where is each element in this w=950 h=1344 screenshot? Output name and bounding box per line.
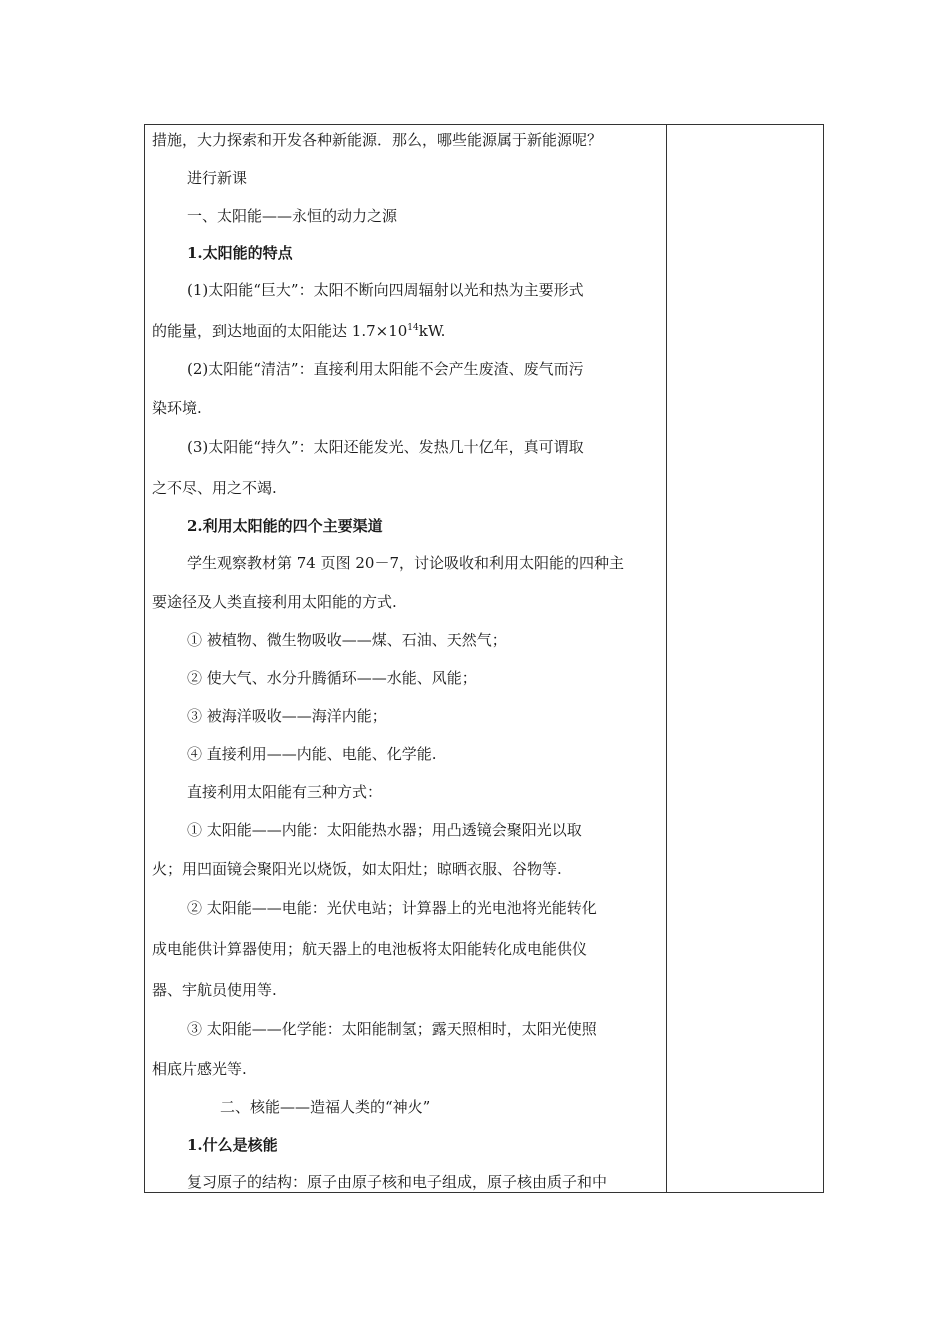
column-divider	[666, 124, 667, 1193]
text-line: (1)太阳能“巨大”：太阳不断向四周辐射以光和热为主要形式	[187, 281, 584, 299]
text-line: (3)太阳能“持久”：太阳还能发光、发热几十亿年，真可谓取	[187, 438, 584, 456]
text-line: 器、宇航员使用等.	[152, 981, 277, 999]
text-line: 直接利用太阳能有三种方式：	[187, 783, 383, 801]
text-fragment: kW.	[418, 322, 446, 340]
list-item: ① 太阳能——内能：太阳能热水器；用凸透镜会聚阳光以取	[187, 821, 582, 839]
list-item: ② 太阳能——电能：光伏电站；计算器上的光电池将光能转化	[187, 899, 597, 917]
list-item: ① 被植物、微生物吸收——煤、石油、天然气；	[187, 631, 507, 649]
section-heading: 一、太阳能——永恒的动力之源	[187, 207, 398, 225]
subsection-heading: 2.利用太阳能的四个主要渠道	[187, 517, 383, 535]
list-item: ③ 太阳能——化学能：太阳能制氢；露天照相时，太阳光使照	[187, 1020, 597, 1038]
text-line: 相底片感光等.	[152, 1060, 247, 1078]
text-line: 进行新课	[187, 169, 248, 187]
list-item: ④ 直接利用——内能、电能、化学能.	[187, 745, 437, 763]
list-item: ③ 被海洋吸收——海洋内能；	[187, 707, 387, 725]
text-line: 学生观察教材第 74 页图 20－7，讨论吸收和利用太阳能的四种主	[187, 554, 625, 572]
text-line	[152, 321, 445, 341]
subsection-heading: 1.什么是核能	[187, 1136, 278, 1154]
subsection-heading: 1.太阳能的特点	[187, 244, 293, 262]
text-line: 之不尽、用之不竭.	[152, 479, 277, 497]
list-item: ② 使大气、水分升腾循环——水能、风能；	[187, 669, 477, 687]
text-line: 火；用凹面镜会聚阳光以烧饭，如太阳灶；晾晒衣服、谷物等.	[152, 860, 562, 878]
text-line: 染环境.	[152, 399, 202, 417]
text-line: 复习原子的结构：原子由原子核和电子组成，原子核由质子和中	[187, 1173, 608, 1191]
text-line: 要途径及人类直接利用太阳能的方式.	[152, 593, 397, 611]
text-line: (2)太阳能“清洁”：直接利用太阳能不会产生废渣、废气而污	[187, 360, 584, 378]
section-heading: 二、核能——造福人类的“神火”	[220, 1098, 431, 1116]
text-line: 措施，大力探索和开发各种新能源．那么，哪些能源属于新能源呢？	[152, 131, 603, 149]
text-line: 成电能供计算器使用；航天器上的电池板将太阳能转化成电能供仪	[152, 940, 588, 958]
text-fragment: 的能量，到达地面的太阳能达 1.7×10	[152, 322, 408, 340]
superscript: 14	[407, 323, 419, 333]
